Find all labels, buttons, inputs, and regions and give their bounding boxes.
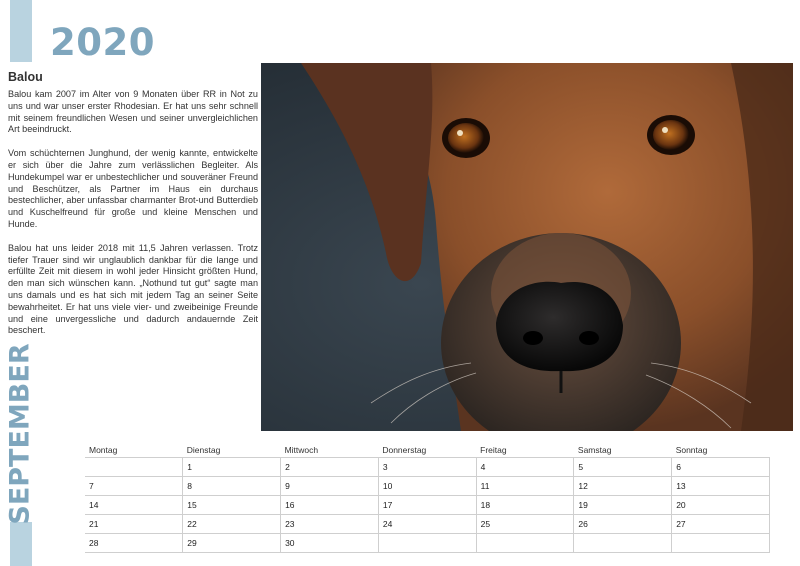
- calendar-day-cell: 28: [85, 534, 183, 553]
- article-title: Balou: [8, 70, 43, 84]
- weekday-header: Freitag: [476, 443, 574, 458]
- calendar-day-cell: 12: [574, 477, 672, 496]
- calendar-day-cell: 26: [574, 515, 672, 534]
- article-paragraph: Balou kam 2007 im Alter von 9 Monaten über RR in Not zu uns und war unser erster Rhodesian. Er hat uns sehr schnell mit seinem freundlichen Wesen und seiner unvergleichlichen Art beeindruckt.: [8, 89, 258, 135]
- calendar-day-cell: 5: [574, 458, 672, 477]
- calendar-day-cell: 27: [672, 515, 770, 534]
- weekday-header: Donnerstag: [378, 443, 476, 458]
- calendar-day-cell: 13: [672, 477, 770, 496]
- weekday-header-row: [85, 443, 770, 458]
- calendar-week-row: [85, 515, 770, 534]
- calendar-day-cell: 14: [85, 496, 183, 515]
- calendar-day-cell: [85, 458, 183, 477]
- calendar-day-cell: [476, 534, 574, 553]
- calendar-day-cell: [574, 534, 672, 553]
- calendar-day-cell: 7: [85, 477, 183, 496]
- calendar-day-cell: 22: [183, 515, 281, 534]
- calendar-week-row: [85, 496, 770, 515]
- calendar-day-cell: 29: [183, 534, 281, 553]
- calendar-day-cell: 20: [672, 496, 770, 515]
- calendar-day-cell: 6: [672, 458, 770, 477]
- calendar-day-cell: 19: [574, 496, 672, 515]
- calendar-day-cell: 16: [281, 496, 379, 515]
- calendar-week-row: [85, 534, 770, 553]
- calendar-day-cell: 9: [281, 477, 379, 496]
- weekday-header: Samstag: [574, 443, 672, 458]
- dog-photo: [261, 63, 793, 431]
- calendar-day-cell: 25: [476, 515, 574, 534]
- calendar-day-cell: 21: [85, 515, 183, 534]
- weekday-header: Mittwoch: [281, 443, 379, 458]
- weekday-header: Sonntag: [672, 443, 770, 458]
- accent-bar-top: [10, 0, 32, 62]
- calendar-day-cell: 11: [476, 477, 574, 496]
- calendar-day-cell: 10: [378, 477, 476, 496]
- calendar-day-cell: 3: [378, 458, 476, 477]
- calendar-week-row: [85, 458, 770, 477]
- accent-bar-bottom: [10, 522, 32, 566]
- article-body: [8, 89, 258, 349]
- calendar-day-cell: 24: [378, 515, 476, 534]
- calendar-day-cell: 1: [183, 458, 281, 477]
- calendar-day-cell: 17: [378, 496, 476, 515]
- article-paragraph: Vom schüchternen Junghund, der wenig kannte, entwickelte er sich über die Jahre zum verlässlichen Begleiter. Als Hundekumpel war er unbestechlicher und souveräner Freund und Beschützer, als Partner im Haus ein durchaus bestechlicher, aber unfassbar charmanter Brot-und Butterdieb und Kuschelfreund für große und kleine Menschen und Hunde.: [8, 148, 258, 229]
- year-heading: 2020: [50, 21, 155, 64]
- calendar-day-cell: 8: [183, 477, 281, 496]
- article-paragraph: Balou hat uns leider 2018 mit 11,5 Jahren verlassen. Trotz tiefer Trauer sind wir unglaublich dankbar für die lange und erfüllte Zeit mit diesem in wohl jeder Hinsicht größten Hund, den man sich wünschen kann. „Nothund tut gut“ sagte man uns damals und es hat sich mit jedem Tag an seiner Seite bewahrheitet. Er hat uns viele vier- und zweibeinige Freunde und eine unvergessliche und dadurch andauernde Zeit beschert.: [8, 242, 258, 336]
- calendar-day-cell: 4: [476, 458, 574, 477]
- calendar-table: [85, 443, 770, 553]
- calendar-day-cell: [378, 534, 476, 553]
- calendar-day-cell: 23: [281, 515, 379, 534]
- calendar-week-row: [85, 477, 770, 496]
- calendar-day-cell: 2: [281, 458, 379, 477]
- calendar-day-cell: [672, 534, 770, 553]
- calendar-day-cell: 18: [476, 496, 574, 515]
- calendar-day-cell: 30: [281, 534, 379, 553]
- month-label: SEPTEMBER: [4, 343, 36, 525]
- weekday-header: Montag: [85, 443, 183, 458]
- weekday-header: Dienstag: [183, 443, 281, 458]
- calendar-day-cell: 15: [183, 496, 281, 515]
